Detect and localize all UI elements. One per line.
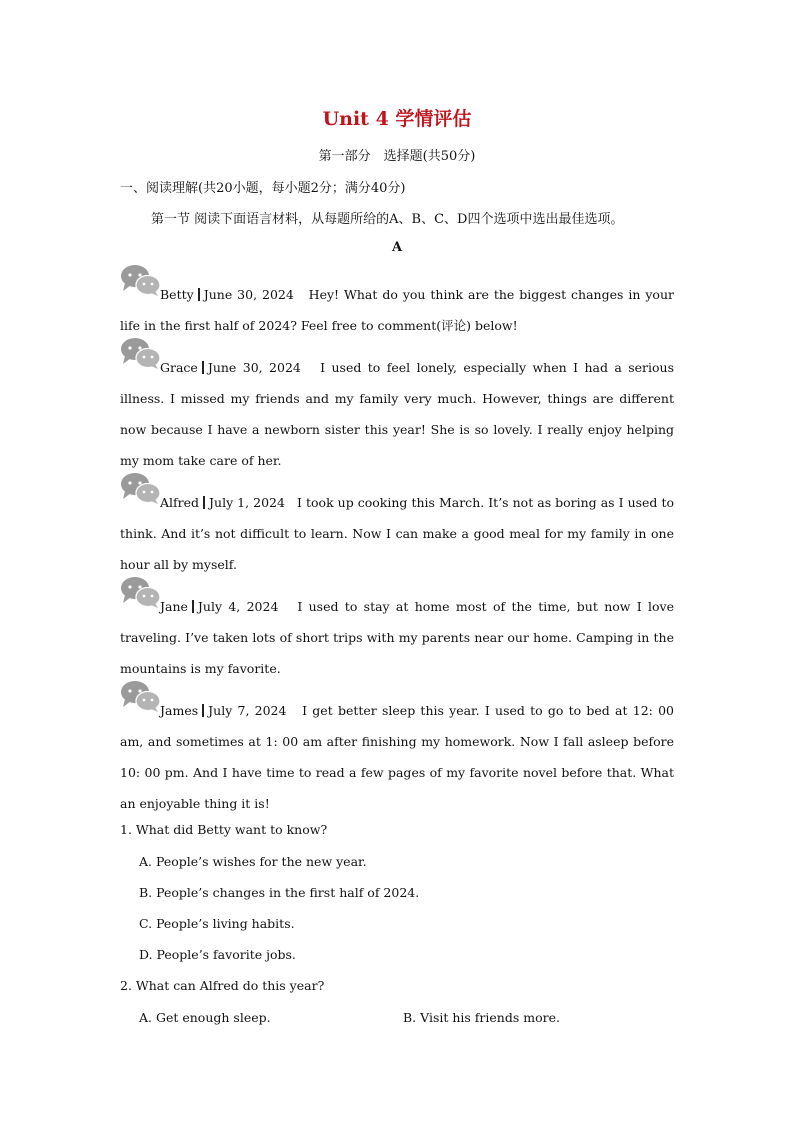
- post-author: Betty: [160, 287, 194, 302]
- question-1-option-b[interactable]: B. People’s changes in the first half of 2024.: [139, 885, 420, 900]
- post-date: June 30, 2024: [207, 360, 301, 375]
- question-1-option-a[interactable]: A. People’s wishes for the new year.: [139, 854, 367, 869]
- post-author: Alfred: [160, 495, 200, 510]
- post-date: July 7, 2024: [208, 703, 287, 718]
- instruction-text: 第一节 阅读下面语言材料，从每题所给的A、B、C、D四个选项中选出最佳选项。: [151, 212, 624, 227]
- post-alfred: [120, 487, 674, 580]
- question-2-option-a[interactable]: A. Get enough sleep.: [139, 1010, 271, 1025]
- post-text: I used to stay at home most of the time, but now I love traveling. I’ve taken lots of short trips with my parents near our home. Camping in the mountains is my favorite.: [120, 599, 675, 676]
- post-text: I get better sleep this year. I used to go to bed at 12: 00 am, and sometimes at 1: 00 am after finishing my homework. Now I fall asleep before 10: 00 pm. And I have time to read a few pages of my favorite novel before that. What an enjoyable thing it is!: [120, 703, 674, 811]
- section-heading: 一、阅读理解(共20小题，每小题2分；满分40分): [120, 181, 406, 196]
- post-text: Hey! What do you think are the biggest changes in your life in the first half of 2024? Feel free to comment(评论) below!: [120, 287, 674, 333]
- post-author: Jane: [160, 599, 188, 614]
- post-date: July 4, 2024: [197, 599, 279, 614]
- question-2-stem: 2. What can Alfred do this year?: [120, 978, 325, 993]
- post-author: Grace: [160, 360, 198, 375]
- post-date: June 30, 2024: [203, 287, 294, 302]
- post-author: James: [160, 703, 199, 718]
- question-1-stem: 1. What did Betty want to know?: [120, 822, 328, 837]
- post-text: I used to feel lonely, especially when I had a serious illness. I missed my friends and my family very much. However, things are different now because I have a newborn sister this year! She is so lovely. I really enjoy helping my mom take care of her.: [120, 360, 675, 468]
- post-james: [120, 695, 674, 819]
- post-jane: [120, 591, 674, 684]
- question-1-option-d[interactable]: D. People’s favorite jobs.: [139, 947, 296, 962]
- page-title: Unit 4 学情评估: [322, 108, 472, 130]
- question-2-option-b[interactable]: B. Visit his friends more.: [403, 1010, 560, 1025]
- post-grace: [120, 352, 674, 476]
- post-date: July 1, 2024: [209, 495, 285, 510]
- post-betty: [120, 279, 674, 341]
- part-heading: 第一部分 选择题(共50分): [318, 149, 476, 164]
- post-text: I took up cooking this March. It’s not as boring as I used to think. And it’s not difficult to learn. Now I can make a good meal for my family in one hour all by myself.: [120, 495, 675, 572]
- question-1-option-c[interactable]: C. People’s living habits.: [139, 916, 295, 931]
- passage-label: A: [391, 240, 403, 255]
